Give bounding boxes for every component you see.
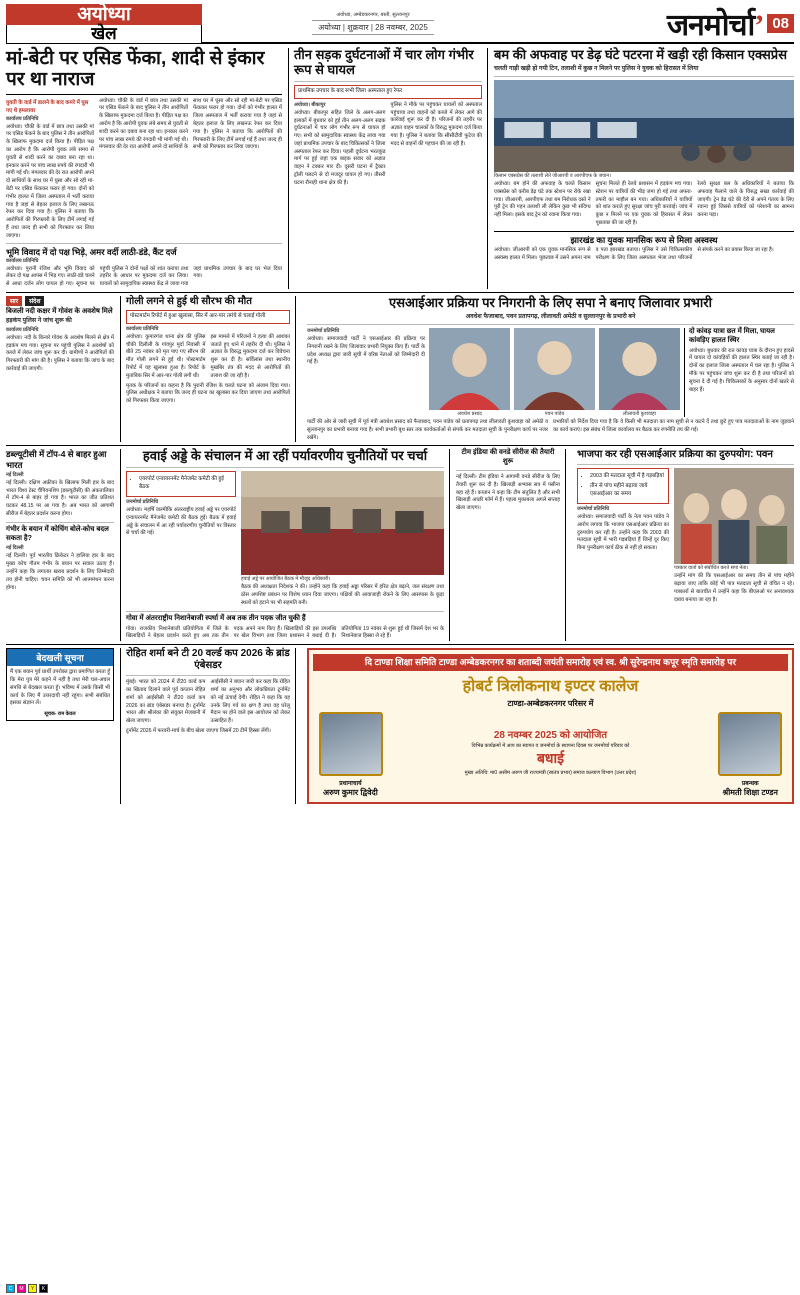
- notice-block: [6, 648, 114, 804]
- ad-date: 28 नवम्बर 2025 को आयोजित: [493, 730, 608, 742]
- wtc-story: [6, 449, 114, 641]
- masthead-section: खेल: [6, 25, 202, 44]
- lead-story: [6, 48, 282, 289]
- bjp-bullet-1: • 2003 की मतदाता सूची में है गड़बड़ियां: [590, 473, 665, 481]
- bjp-photo-caption: पत्रकार वार्ता को संबोधित करते सपा नेता।: [674, 565, 749, 572]
- team-headline: टीम इंडिया की वनडे सीरीज की तैयारी शुरू: [461, 449, 555, 466]
- airport-headline: हवाई अड्डे के संचालन में आ रहीं पर्यावरणीय चुनौतियों पर चर्चा: [142, 448, 428, 464]
- bomb-subhead: चलती गाड़ी खड़ी हो गयी टिन, तलाशी में कुछ न मिलने पर पुलिस ने युवक को हिरासत में लिया: [494, 64, 699, 72]
- bomb-photo: [494, 80, 794, 172]
- accident-headline: तीन सड़क दुर्घटनाओं में चार लोग गंभीर रूप से घायल: [294, 47, 474, 77]
- lead-text: अयोध्या। चौकी के वार्ड में छात्र तथा उसकी मां पर एसिड फेंकने के बाद पुलिस ने तीन आरोपितों के खिलाफ मुकदमा दर्ज किया है। पीड़ित पक्ष का आरोप है कि आरोपी युवक लंबे समय से युवती से शादी करने का दबाव बना रहा था। इनकार करने पर पांच लाख रुपये की रंगदारी भी मांगी गई थी। मंगलवार की देर रात आरोपी अपने दो साथियों के साथ घर में घुसा और सो रही मां-बेटी पर एसिड फेंककर फरार हो गया। दोनों को गंभीर हालत में जिला अस्पताल में भर्ती कराया गया है जहां से बेहतर इलाज के लिए लखनऊ रेफर कर दिया गया है। पुलिस ने बताया कि आरोपितों की गिरफ्तारी के लिए टीमें लगाई गई हैं तथा जल्द ही सभी को गिरफ्तार कर लिया जाएगा।: [6, 123, 94, 239]
- ad-title: होबर्ट त्रिलोकनाथ इण्टर कालेज: [462, 678, 639, 696]
- power-sub: हड़कंप पुलिस ने जांच शुरू की: [6, 316, 72, 324]
- sir-headline: एसआईआर प्रक्रिया पर निगरानी के लिए सपा ने बनाए जिलावार प्रभारी: [389, 295, 712, 311]
- top-band: [6, 48, 794, 289]
- masthead-small-line: अयोध्या, अम्बेडकरनगर, बस्ती, सुल्तानपुर: [336, 11, 410, 18]
- page-number: 08: [767, 14, 794, 33]
- lead-text-continued: अयोध्या। चौकी के वार्ड में छात्र तथा उसकी मां पर एसिड फेंकने के बाद पुलिस ने तीन आरोपितों के खिलाफ मुकदमा दर्ज किया है। पीड़ित पक्ष का आरोप है कि आरोपी युवक लंबे समय से युवती से शादी करने का दबाव बना रहा था। इनकार करने पर पांच लाख रुपये की रंगदारी भी मांगी गई थी। मंगलवार की देर रात आरोपी अपने दो साथियों के साथ घर में घुसा और सो रही मां-बेटी पर एसिड फेंककर फरार हो गया। दोनों को गंभीर हालत में जिला अस्पताल में भर्ती कराया गया है जहां से बेहतर इलाज के लिए लखनऊ रेफर कर दिया गया है। पुलिस ने बताया कि आरोपितों की गिरफ्तारी के लिए टीमें लगाई गई हैं तथा जल्द ही सभी को गिरफ्तार कर लिया जाएगा।: [99, 97, 282, 151]
- sir-subhead: अवधेश फैजाबाद, पवन प्रतापगढ़, लीलावती अमेठी व सुल्तानपुर के प्रभारी बने: [465, 313, 636, 320]
- sir-text-b: पार्टी की ओर से जारी सूची में पूर्व मंत्री अवधेश प्रसाद को फैजाबाद, पवन पांडेय को प्रतापगढ़ तथा लीलावती कुशवाहा को अमेठी व सुल्तानपुर का प्रभारी बनाया गया है। सभी प्रभारी बूथ स्तर तक कार्यकर्ताओं से संपर्क कर मतदाता सूची के पुनरीक्षण कार्य पर नजर रखेंगे।: [307, 419, 548, 441]
- sir-caption-3: लीलावती कुशवाहा: [623, 411, 656, 418]
- advertisement: [302, 648, 794, 804]
- bjp-text-a: अयोध्या। समाजवादी पार्टी के नेता पवन पांडेय ने आरोप लगाया कि भाजपा एसआईआर प्रक्रिया का दुरुपयोग कर रही है। उन्होंने कहा कि 2003 की मतदाता सूची में भारी गड़बड़ियां हैं जिन्हें दूर किए बिना पुनरीक्षण कार्य ठीक से नहीं हो सकता।: [577, 513, 669, 552]
- jh-text: अयोध्या। जीआरपी को एक युवक मानसिक रूप से अस्वस्थ हालत में मिला। पूछताछ में उसने अपना नाम व पता झारखंड बताया। पुलिस ने उसे चिकित्सकीय परीक्षण के लिए जिला अस्पताल भेजा तथा परिजनों से संपर्क करने का प्रयास किया जा रहा है।: [494, 246, 774, 261]
- ad-chief-guest: मुख्य अतिथि: मा0 असीम अरुण जी राज्यमंत्री (स्वतंत्र प्रभार) समाज कल्याण विभाग (उत्तर प्रदेश): [464, 770, 637, 777]
- ad-right-name: श्रीमती शिक्षा टण्डन: [722, 788, 778, 798]
- goa-text: गोवा। राजकीय निशानेबाजी प्रतियोगिता में जिले के खिलाड़ियों ने बेहतर प्रदर्शन करते हुए अब तक तीन पदक अपने नाम किए हैं। खिलाड़ियों की इस उपलब्धि पर खेल विभाग तथा जिला प्रशासन ने बधाई दी है। प्रतियोगिता 19 नवंबर से शुरू हुई थी जिसमें देश भर के निशानेबाज हिस्सा ले रहे हैं।: [126, 625, 444, 640]
- ad-right-role: प्रबन्धक: [741, 781, 759, 788]
- saurabh-highlight: पोस्टमार्टम रिपोर्ट में हुआ खुलासा, सिर में आर-पार तमंचे से चलाई गोली: [130, 313, 266, 320]
- bjp-photo: [674, 468, 794, 564]
- notice-title: बेदखली सूचना: [7, 649, 113, 666]
- airport-photo: [241, 471, 444, 575]
- sir-photo-2: [514, 328, 595, 410]
- wtc-headline: डब्ल्यूटीसी में टॉप-4 से बाहर हुआ भारत: [6, 449, 107, 470]
- bomb-text-2: सूचना मिलते ही रेलवे प्रशासन में हड़कंप मच गया। स्टेशन पर यात्रियों की भीड़ जमा हो गई तथा अफरा-तफरी का माहौल बन गया। अधिकारियों ने यात्रियों को शांत कराते हुए सुरक्षा जांच पूरी करवाई। जांच में कुछ न मिलने पर एक युवक को हिरासत में लेकर पूछताछ की जा रही है।: [595, 181, 693, 226]
- second-band: [6, 296, 794, 442]
- color-swatch-k: K: [39, 1284, 48, 1293]
- accident-byline: अयोध्या। बीकापुर: [294, 101, 326, 108]
- ad-photo-right: [718, 712, 782, 776]
- airport-byline: जनमोर्चा प्रतिनिधि: [126, 499, 159, 506]
- publication-logo: जनमोर्चा’: [666, 8, 764, 42]
- rohit-text-a: मुंबई। भारत को 2024 में टी20 वर्ल्ड कप का खिताब दिलाने वाले पूर्व कप्तान रोहित शर्मा को आईसीसी ने टी20 वर्ल्ड कप 2026 का ब्रांड एंबेसडर बनाया है। टूर्नामेंट भारत और श्रीलंका की संयुक्त मेजबानी में खेला जाएगा।: [126, 679, 206, 725]
- team-story: [456, 449, 566, 641]
- gambhir-byline: नई दिल्ली: [6, 545, 24, 552]
- color-swatch-y: Y: [28, 1284, 37, 1293]
- saurabh-highlight-box: [126, 310, 290, 324]
- ad-left-role: प्रधानाचार्य: [339, 781, 362, 788]
- jh-headline: झारखंड का युवक मानसिक रूप से मिला अस्वस्थ: [570, 234, 718, 245]
- sir-text-a: अयोध्या। समाजवादी पार्टी ने एसआईआर की प्रक्रिया पर निगरानी रखने के लिए जिलावार प्रभारी नियुक्त किए हैं। पार्टी के प्रदेश अध्यक्ष द्वारा जारी सूची में वरिष्ठ नेताओं को जिम्मेदारी दी गई है।: [307, 336, 425, 366]
- bomb-text-3: रेलवे सुरक्षा बल के अधिकारियों ने बताया कि अफवाह फैलाने वाले के विरुद्ध सख्त कार्रवाई की जाएगी। ट्रेन डेढ़ घंटे की देरी से अपने गंतव्य के लिए रवाना हुई जिससे यात्रियों को परेशानी का सामना करना पड़ा।: [697, 181, 795, 219]
- sir-photo-1: [429, 328, 510, 410]
- airport-bullet: • एयरपोर्ट एन्वायरनमेंट मैनेजमेंट कमेटी की हुई बैठक: [139, 476, 232, 492]
- tag-sandesh: संदेश: [25, 296, 44, 306]
- bomb-story: [494, 48, 794, 289]
- masthead-edition-line: अयोध्या | शुक्रवार | 28 नवम्बर, 2025: [312, 20, 434, 35]
- notice-text: मैं एक बयान पूर्व प्रार्थी उपरोक्त द्वारा प्रमाणित करता हूँ कि मेरा पुत्र मेरे कहने में नहीं है तथा मेरी चल-अचल संपत्ति से बेदखल करता हूँ। भविष्य में उसके किसी भी कार्य के लिए मैं उत्तरदायी नहीं रहूंगा। सभी संबंधित इसका संज्ञान लें।: [10, 669, 110, 707]
- ad-subtitle: टाण्डा-अम्बेडकरनगर परिसर में: [507, 699, 594, 709]
- left-rail: [6, 296, 114, 442]
- masthead-city: अयोध्या: [6, 4, 202, 25]
- pair-text: अयोध्या। बुधवार की रात कांवड़ यात्रा के दौरान हुए हादसे में घायल दो कांवड़ियों की हालत स्थिर बताई जा रही है। दोनों का इलाज जिला अस्पताल में चल रहा है। पुलिस ने मौके पर पहुंचकर जांच शुरू कर दी है तथा परिजनों को सूचना दे दी गई है। चिकित्सकों के अनुसार दोनों खतरे से बाहर हैं।: [689, 347, 794, 393]
- accident-highlight-box: [294, 85, 482, 99]
- power-text: अयोध्या। नदी के किनारे गोवंश के अवशेष मिलने से क्षेत्र में हड़कंप मच गया। सूचना पर पहुंची पुलिस ने अवशेषों को कब्जे में लेकर जांच शुरू कर दी। ग्रामीणों ने आरोपितों की गिरफ्तारी की मांग की है। पुलिस ने बताया कि जांच के बाद कार्रवाई की जाएगी।: [6, 334, 114, 373]
- color-swatch-c: C: [6, 1284, 15, 1293]
- saurabh-headline: गोली लगने से हुई थी सौरभ की मौत: [126, 296, 252, 308]
- bjp-byline: जनमोर्चा प्रतिनिधि: [577, 505, 610, 512]
- accident-text-a: अयोध्या। बीकापुर सहित जिले के अलग-अलग इलाकों में बुधवार को हुई तीन अलग-अलग सड़क दुर्घटनाओं में चार लोग गंभीर रूप से घायल हो गए। सभी को सामुदायिक स्वास्थ्य केंद्र लाया गया जहां प्राथमिक उपचार के बाद चिकित्सकों ने जिला अस्पताल रेफर कर दिया। पहली दुर्घटना भरतकुंड मार्ग पर हुई जहां एक बाइक सवार को अज्ञात वाहन ने टक्कर मार दी। दूसरी घटना में ट्रैक्टर ट्रॉली पलटने से दो मजदूर घायल हो गए। तीसरी घटना रौनाही थाना क्षेत्र की है।: [294, 109, 386, 186]
- accident-text-b: पुलिस ने मौके पर पहुंचकर घायलों को अस्पताल पहुंचाया तथा वाहनों को कब्जे में लेकर आगे की कार्रवाई शुरू कर दी है। परिजनों की तहरीर पर अज्ञात वाहन चालकों के विरुद्ध मुकदमा दर्ज किया गया है। पुलिस ने बताया कि सीसीटीवी फुटेज की मदद से वाहनों की पहचान की जा रही है।: [390, 101, 482, 147]
- bomb-headline: बम की अफवाह पर डेढ़ घंटे पटरना में खड़ी रही किसान एक्सप्रेस: [494, 47, 787, 62]
- ad-top-line: दि टाण्डा शिक्षा समिति टाण्डा अम्बेडकरनगर का शताब्दी जयंती समारोह एवं स्व. श्री सुरेन्द्रनाथ कपूर स्मृति समारोह पर: [313, 654, 788, 671]
- ad-photo-left: [319, 712, 383, 776]
- sir-photo-3: [599, 328, 680, 410]
- tag-saar: सार: [6, 296, 22, 306]
- gambhir-headline: गंभीर के बयान में कोचिंग बोले-कोच बदल सकता है?: [6, 525, 109, 542]
- saurabh-story: [120, 296, 296, 442]
- airport-story: [120, 449, 450, 641]
- airport-text-a: अयोध्या। महर्षि वाल्मीकि अंतरराष्ट्रीय हवाई अड्डे पर एयरपोर्ट एन्वायरनमेंट मैनेजमेंट कमेटी की बैठक हुई। बैठक में हवाई अड्डे के संचालन में आ रही पर्यावरणीय चुनौतियों पर विस्तार से चर्चा की गई।: [126, 507, 236, 537]
- saurabh-text-c: मृतक के परिजनों का कहना है कि पुरानी रंजिश के चलते घटना को अंजाम दिया गया। पुलिस अधीक्षक ने बताया कि जल्द ही घटना का खुलासा कर दिया जाएगा तथा आरोपितों को गिरफ्तार किया जाएगा।: [126, 382, 290, 405]
- bjp-text-b: उन्होंने मांग की कि एसआईआर का समय तीन से पांच महीने बढ़ाया जाए ताकि कोई भी पात्र मतदाता सूची से वंचित न रहे। पत्रकारों से बातचीत में उन्होंने कहा कि बीएलओ पर अनावश्यक दबाव बनाया जा रहा है।: [674, 573, 794, 603]
- airport-bullet-box: [126, 471, 236, 497]
- sir-story: [302, 296, 794, 442]
- bomb-text-1: अयोध्या। बम होने की अफवाह के चलते किसान एक्सप्रेस को करीब डेढ़ घंटे तक स्टेशन पर रोके रखा गया। जीआरपी, आरपीएफ तथा बम निरोधक दस्ते ने पूरी ट्रेन की गहन तलाशी ली लेकिन कुछ भी संदिग्ध नहीं मिला। इसके बाद ट्रेन को रवाना किया गया।: [494, 181, 591, 219]
- sir-byline: जनमोर्चा प्रतिनिधि: [307, 328, 340, 335]
- accident-story: [288, 48, 488, 289]
- sir-caption-1: अवधेश प्रसाद: [457, 411, 482, 418]
- lead-kicker: युवती के वार्ड में डालने के बाद कमरे में घुस गए थे हमलावर: [6, 99, 89, 114]
- notice-signature: सूचक- राम केवल: [44, 711, 76, 718]
- bjp-story: [572, 449, 794, 641]
- accident-highlight: प्राथमिक उपचार के बाद सभी जिला अस्पताल हुए रेफर: [298, 87, 403, 94]
- saurabh-text-b: इस मामले में परिजनों ने हत्या की आशंका जताते हुए थाने में तहरीर दी थी। पुलिस ने अज्ञात के विरुद्ध मुकदमा दर्ज कर विवेचना शुरू कर दी है। सर्विलांस तथा स्थानीय मुखबिर तंत्र की मदद से आरोपितों की तलाश की जा रही है।: [210, 333, 290, 379]
- airport-photo-caption: हवाई अड्डे पर आयोजित बैठक में मौजूद अधिकारी।: [241, 576, 331, 583]
- bjp-headline: भाजपा कर रही एसआईआर प्रक्रिया का दुरुपयोग: पवन: [577, 449, 773, 461]
- registration-color-bar: [6, 1284, 48, 1293]
- masthead-left: [6, 4, 202, 42]
- team-text: नई दिल्ली। टीम इंडिया ने आगामी वनडे सीरीज के लिए तैयारी शुरू कर दी है। खिलाड़ी अभ्यास सत्र में पसीना बहा रहे हैं। कप्तान ने कहा कि टीम संतुलित है और सभी खिलाड़ी अच्छी फॉर्म में हैं। पहला मुकाबला अगले सप्ताह खेला जाएगा।: [456, 473, 560, 512]
- sir-text-c: प्रभारियों को निर्देश दिया गया है कि वे किसी भी मतदाता का नाम सूची से न कटने दें तथा छूटे हुए पात्र मतदाताओं के नाम जुड़वाने का कार्य कराएं। इस संबंध में जिला कार्यालय पर बैठक कर रणनीति तय की गई।: [553, 419, 794, 433]
- rohit-text-b: आईसीसी ने बयान जारी कर कहा कि रोहित शर्मा का अनुभव और लोकप्रियता टूर्नामेंट को नई ऊंचाई देगी। रोहित ने कहा कि यह उनके लिए गर्व का क्षण है तथा वह घरेलू मैदान पर होने वाले इस आयोजन को लेकर उत्साहित हैं।: [210, 679, 290, 725]
- masthead-middle: [202, 4, 544, 42]
- third-band: [6, 449, 794, 641]
- lead-byline: कार्यालय प्रतिनिधि: [6, 115, 39, 122]
- saurabh-byline: कार्यालय प्रतिनिधि: [126, 325, 159, 332]
- power-headline: बिजली नदी कक्षर में गोवंश के अवशेष मिले: [6, 308, 113, 316]
- subtext-headline: भूमि विवाद में दो पक्ष भिड़े, अमर वर्दी लाठी-डंडे, कैंट दर्ज: [6, 247, 177, 258]
- sir-caption-2: पवन पांडेय: [544, 411, 565, 418]
- power-byline: कार्यालय प्रतिनिधि: [6, 326, 39, 333]
- color-swatch-m: M: [17, 1284, 26, 1293]
- rohit-headline: रोहित शर्मा बने टी 20 वर्ल्ड कप 2026 के ब्रांड एंबेसडर: [126, 648, 290, 672]
- ad-body: विभिन्न कार्यक्रमों में आप का स्वागत व जनमोर्चा के स्थापना दिवस पर जनमोर्चा परिवार को: [471, 743, 630, 750]
- saurabh-text-a: अयोध्या। कुमारगंज थाना क्षेत्र की पुलिस चौकी दिलौली के गांवपुर मुर्दा निवासी में बीते 25 नवंबर को मृत पाए गए सौरभ की मौत गोली लगने से हुई थी। पोस्टमार्टम रिपोर्ट में यह खुलासा हुआ है। रिपोर्ट के मुताबिक सिर में आर-पार गोली लगी थी।: [126, 333, 206, 379]
- gambhir-text: नई दिल्ली। पूर्व भारतीय क्रिकेटर ने हालिया हार के बाद मुख्य कोच गौतम गंभीर के बयान पर सवाल उठाए हैं। उन्होंने कहा कि लगातार खराब प्रदर्शन के लिए जिम्मेदारी तय होनी चाहिए। चयन समिति को भी आत्ममंथन करना होगा।: [6, 553, 114, 591]
- ad-left-name: अरुण कुमार द्विवेदी: [323, 788, 378, 798]
- wtc-text: नई दिल्ली। दक्षिण अफ्रीका के खिलाफ मिली हार के बाद भारत विश्व टेस्ट चैंपियनशिप (डब्ल्यूटीसी) की अंकतालिका में टॉप-4 से बाहर हो गया है। भारत का जीत प्रतिशत घटकर 48.15 पर आ गया है। अब भारत को आगामी सीरीज में बेहतर प्रदर्शन करना होगा।: [6, 479, 114, 518]
- subtext-body: अयोध्या। पुरानी रंजिश और भूमि विवाद को लेकर दो पक्ष आपस में भिड़ गए। लाठी-डंडे चलने से आधा दर्जन लोग घायल हो गए। सूचना पर पहुंची पुलिस ने दोनों पक्षों को शांत कराया तथा तहरीर के आधार पर मुकदमा दर्ज कर लिया। घायलों को सामुदायिक स्वास्थ्य केंद्र ले जाया गया जहां प्राथमिक उपचार के बाद घर भेज दिया गया।: [6, 265, 282, 288]
- airport-text-b: बैठक की अध्यक्षता निदेशक ने की। उन्होंने कहा कि हवाई अड्डा परिसर में हरित क्षेत्र बढ़ाने, जल संरक्षण तथा ठोस अपशिष्ट प्रबंधन पर विशेष ध्यान दिया जाएगा। पक्षियों की आवाजाही रोकने के लिए आसपास के कूड़ा स्थलों को हटाने पर भी सहमति बनी।: [241, 584, 444, 606]
- lead-headline: मां-बेटी पर एसिड फेंका, शादी से इंकार पर था नाराज: [6, 48, 265, 91]
- pair-headline: दो कांवड़ यात्रा छत में मिला, घायल कांवड़िए हालत स्थिर: [689, 328, 775, 344]
- ad-greeting: बधाई: [536, 750, 565, 767]
- rohit-story: [120, 648, 296, 804]
- bjp-bullet-2: • तीन से पांच महीने बढ़ाया जाये एसआईआर का समय: [590, 483, 665, 499]
- fourth-band: [6, 648, 794, 804]
- masthead: [6, 4, 794, 44]
- bjp-bullets-box: [577, 468, 669, 503]
- bomb-photo-caption: किसान एक्सप्रेस की तलाशी लेते जीआरपी व आरपीएफ के जवान।: [494, 173, 612, 179]
- rohit-text-c: टूर्नामेंट 2026 में फरवरी-मार्च के बीच खेला जाएगा जिसमें 20 टीमें हिस्सा लेंगी।: [126, 727, 271, 734]
- subtext-byline: कार्यालय प्रतिनिधि: [6, 257, 39, 264]
- masthead-right: [544, 4, 794, 42]
- goa-headline: गोवा में अंतरराष्ट्रीय निशानेबाजी स्पर्धा में अब तक तीन पदक जीत चुकी हैं: [126, 614, 306, 622]
- wtc-byline: नई दिल्ली: [6, 471, 24, 478]
